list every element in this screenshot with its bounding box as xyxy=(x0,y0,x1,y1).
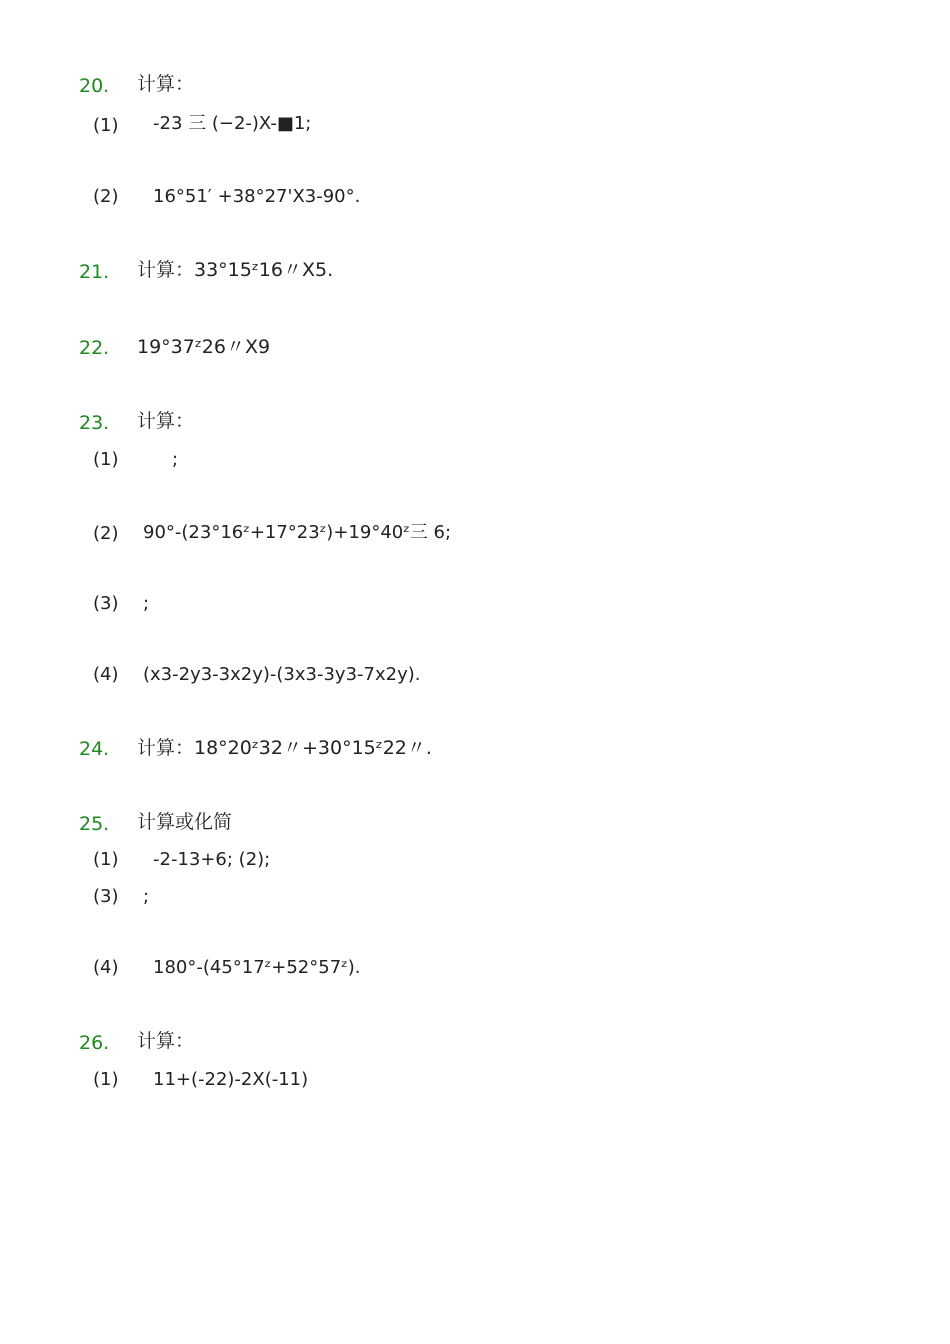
question-title: 19°37ᶻ26〃X9 xyxy=(137,336,271,358)
question-number: 20. xyxy=(79,75,110,97)
subquestion-label: (4) xyxy=(93,957,119,978)
subquestion-label: (2) xyxy=(93,186,119,207)
subquestion-label: (3) xyxy=(93,886,119,907)
question-number: 23. xyxy=(79,412,110,434)
subquestion-label: (1) xyxy=(93,449,119,470)
subquestion-text: -23 三 (−2-)X-■1; xyxy=(153,113,312,134)
subquestion-label: (1) xyxy=(93,1069,119,1090)
subquestion-label: (1) xyxy=(93,849,119,870)
question-title: 计算：33°15ᶻ16〃X5. xyxy=(137,259,334,281)
subquestion-text: 90°-(23°16ᶻ+17°23ᶻ)+19°40ᶻ三 6; xyxy=(143,522,452,543)
question-title: 计算： xyxy=(137,73,195,95)
question-number: 24. xyxy=(79,738,110,760)
question-title: 计算： xyxy=(137,1030,195,1052)
subquestion-label: (2) xyxy=(93,523,119,544)
subquestion-text: ; xyxy=(143,593,150,614)
subquestion-text: 11+(-22)-2X(-11) xyxy=(153,1069,309,1090)
question-title: 计算：18°20ᶻ32〃+30°15ᶻ22〃. xyxy=(137,737,432,759)
subquestion-text: (x3-2y3-3x2y)-(3x3-3y3-7x2y). xyxy=(143,664,421,685)
question-number: 21. xyxy=(79,261,110,283)
question-number: 26. xyxy=(79,1032,110,1054)
subquestion-label: (4) xyxy=(93,664,119,685)
subquestion-label: (1) xyxy=(93,115,119,136)
question-number: 25. xyxy=(79,813,110,835)
subquestion-label: (3) xyxy=(93,593,119,614)
subquestion-text: 180°-(45°17ᶻ+52°57ᶻ). xyxy=(153,957,361,978)
question-title: 计算或化简 xyxy=(137,811,233,833)
subquestion-text: ; xyxy=(172,449,179,470)
subquestion-text: 16°51′ +38°27'X3-90°. xyxy=(153,186,361,207)
question-number: 22. xyxy=(79,337,110,359)
subquestion-text: ; xyxy=(143,886,150,907)
subquestion-text: -2-13+6; (2); xyxy=(153,849,271,870)
question-title: 计算： xyxy=(137,410,195,432)
